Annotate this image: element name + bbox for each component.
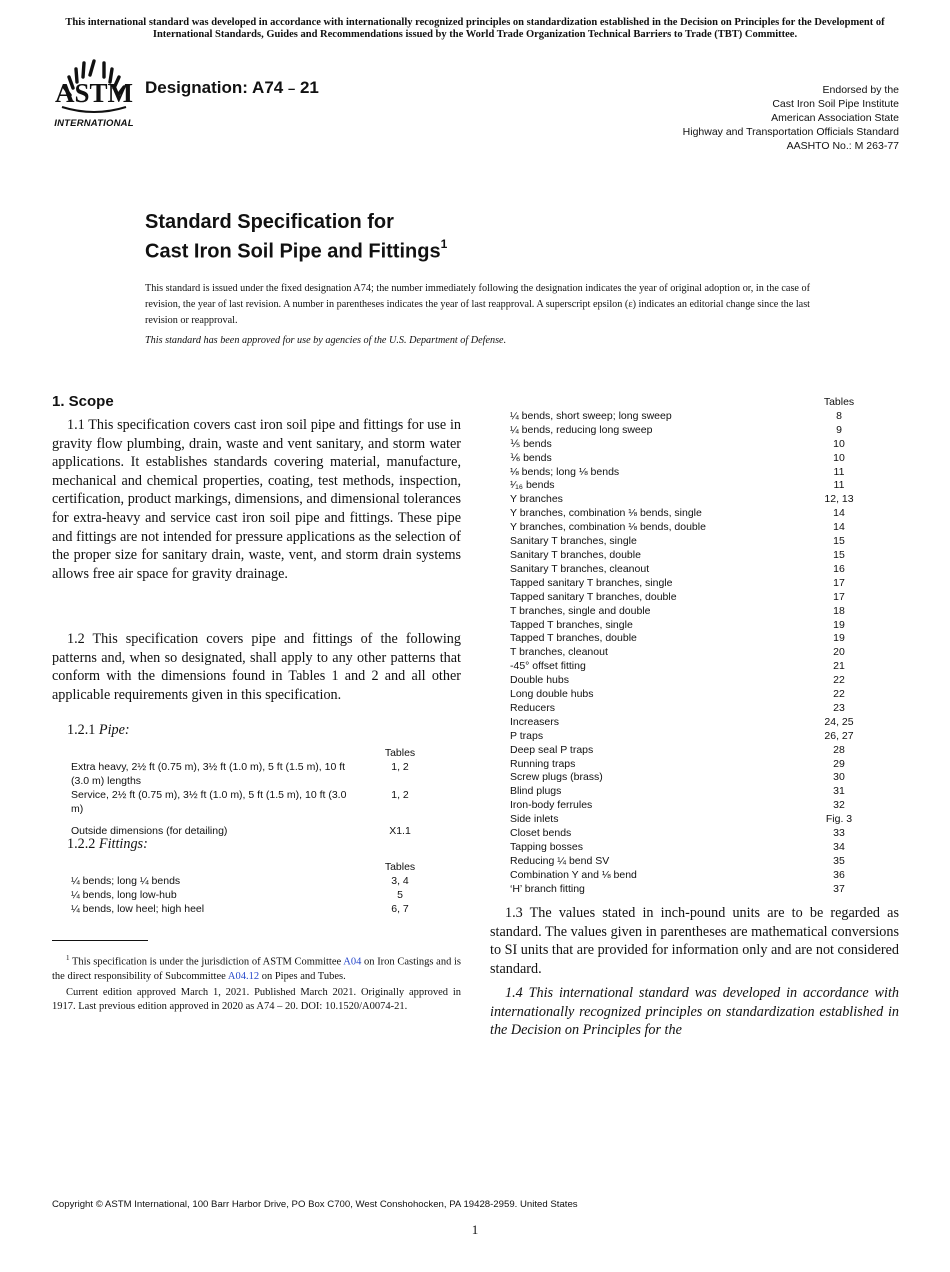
- paragraph-1-3: 1.3 The values stated in inch-pound units are to be regarded as standard. The values given in parentheses are mathematical conversions to SI units that are provided for information only and are not considered standard.: [490, 905, 899, 977]
- footnote-text: on Iron Castings and is the direct responsibility of Subcommittee: [52, 956, 462, 982]
- table-cell-item: Outside dimensions (for detailing): [71, 824, 228, 837]
- table-cell-tables: 10: [833, 451, 845, 464]
- table-cell-tables: 37: [833, 882, 845, 895]
- table-cell-item: Screw plugs (brass): [510, 771, 603, 784]
- fittings-table: [71, 861, 440, 917]
- table-cell-item: ¼ bends; long ¼ bends: [71, 874, 181, 887]
- table-row: [510, 591, 874, 605]
- table-cell-item: Sanitary T branches, cleanout: [510, 562, 650, 575]
- table-row: [510, 841, 874, 855]
- astm-logo-letters: ASTM: [54, 78, 134, 108]
- table-cell-tables: 34: [833, 841, 845, 853]
- table-row: [510, 410, 874, 424]
- table-cell-item: Tapped sanitary T branches, double: [510, 590, 677, 603]
- table-cell-tables: 8: [836, 409, 842, 422]
- table-cell-tables: 32: [833, 799, 845, 812]
- title-line-2-text: Cast Iron Soil Pipe and Fittings: [145, 240, 441, 263]
- table-cell-item: Tapped sanitary T branches, single: [510, 576, 673, 589]
- table-cell-tables: 3, 4: [391, 874, 409, 887]
- endorsement-line: Endorsed by the: [822, 84, 899, 96]
- table-cell-item: Double hubs: [510, 674, 569, 687]
- table-row: [510, 660, 874, 674]
- table-header-row: [510, 396, 874, 410]
- table-cell-tables: 28: [833, 743, 845, 756]
- table-cell-item: Sanitary T branches, single: [510, 535, 637, 548]
- table-cell-item: Reducers: [510, 701, 555, 714]
- table-row: [510, 466, 874, 480]
- tables-column-header: Tables: [384, 861, 416, 873]
- table-cell-tables: 10: [833, 437, 845, 450]
- table-row: [510, 632, 874, 646]
- paragraph-1-4: 1.4 This international standard was developed in accordance with internationally recognized principles on standardization established in the Decision on Principles for the: [490, 985, 899, 1039]
- table-cell-item: Deep seal P traps: [510, 743, 594, 756]
- table-cell-item: Closet bends: [510, 827, 572, 840]
- endorsement-line: Highway and Transportation Officials Standard: [682, 126, 899, 138]
- table-cell-item: ‘H’ branch fitting: [510, 882, 585, 895]
- fittings-table-continued: [510, 396, 874, 897]
- copyright-notice: Copyright © ASTM International, 100 Barr Harbor Drive, PO Box C700, West Conshohocken, PA 19428-2959. United States: [52, 1199, 578, 1210]
- endorsement-block: [683, 83, 899, 153]
- table-row: [510, 744, 874, 758]
- table-cell-tables: 35: [833, 854, 845, 867]
- table-row: [71, 761, 440, 789]
- table-row: [510, 563, 874, 577]
- table-row: [510, 424, 874, 438]
- designation-year: 21: [299, 78, 319, 97]
- table-row: [510, 855, 874, 869]
- table-cell-item: ¼ bends, reducing long sweep: [510, 423, 653, 436]
- table-cell-item: Long double hubs: [510, 688, 594, 701]
- table-cell-item: P traps: [510, 729, 544, 742]
- table-cell-tables: 21: [833, 660, 845, 673]
- footnote-marker: 1: [66, 954, 70, 962]
- table-row: [510, 619, 874, 633]
- table-cell-tables: 30: [833, 771, 845, 784]
- paragraph-number: 1.2.1: [67, 722, 96, 738]
- table-cell-tables: 23: [833, 701, 845, 714]
- table-cell-item: Extra heavy, 2½ ft (0.75 m), 3½ ft (1.0 m), 5 ft (1.5 m), 10 ft (3.0 m) lengths: [71, 760, 346, 787]
- section-heading-scope: 1. Scope: [52, 393, 114, 410]
- table-cell-tables: 22: [833, 688, 845, 701]
- table-cell-tables: 11: [833, 479, 845, 492]
- table-cell-tables: Fig. 3: [825, 813, 853, 826]
- pipe-table: [71, 747, 440, 838]
- endorsement-line: Cast Iron Soil Pipe Institute: [772, 98, 899, 110]
- table-cell-tables: 20: [833, 646, 845, 659]
- table-row: [510, 702, 874, 716]
- table-cell-tables: 19: [833, 618, 845, 631]
- astm-logo-icon: [52, 57, 136, 119]
- table-row: [510, 438, 874, 452]
- table-cell-item: Y branches: [510, 493, 563, 506]
- table-cell-tables: 15: [833, 548, 845, 561]
- table-cell-tables: 29: [833, 757, 845, 770]
- table-cell-item: ¼ bends, short sweep; long sweep: [510, 409, 672, 422]
- table-cell-tables: 12, 13: [824, 493, 854, 506]
- table-cell-item: T branches, single and double: [510, 604, 651, 617]
- table-cell-item: Tapped T branches, double: [510, 632, 637, 645]
- table-cell-tables: 16: [833, 562, 845, 575]
- designation-dash: –: [287, 81, 296, 96]
- title-line-2: [145, 234, 447, 264]
- paragraph-1-2-2: [67, 836, 148, 853]
- table-row: [510, 771, 874, 785]
- table-cell-item: ⅕ bends: [510, 437, 552, 450]
- table-row: [510, 883, 874, 897]
- table-row: [510, 785, 874, 799]
- table-cell-item: Sanitary T branches, double: [510, 548, 641, 561]
- table-cell-item: Tapping bosses: [510, 841, 583, 853]
- table-cell-item: Combination Y and ⅛ bend: [510, 868, 637, 881]
- table-cell-tables: 9: [836, 423, 842, 436]
- table-cell-tables: 5: [397, 888, 403, 901]
- table-cell-tables: 22: [833, 674, 845, 687]
- table-cell-tables: 19: [833, 632, 845, 645]
- table-row: [510, 646, 874, 660]
- paragraph-1-2: 1.2 This specification covers pipe and fittings of the following patterns and, when so designated, shall apply to any other patterns that conform with the dimensions found in Tables 1 and 2 and all other applicable requirements given in this specification.: [52, 631, 461, 703]
- table-row: [510, 479, 874, 493]
- table-cell-item: ¼ bends, long low-hub: [71, 888, 177, 901]
- footnote-1: [52, 951, 461, 984]
- paragraph-1-2-1: [67, 722, 130, 739]
- designation-label: Designation: A74: [145, 78, 284, 97]
- table-row: [71, 903, 440, 917]
- table-cell-item: Increasers: [510, 715, 560, 728]
- dod-approval-note: This standard has been approved for use by agencies of the U.S. Department of Defense.: [145, 335, 507, 346]
- tables-column-header: Tables: [384, 747, 416, 759]
- subcommittee-link[interactable]: A04.12: [227, 970, 260, 982]
- table-cell-tables: 18: [833, 604, 845, 617]
- table-row: [510, 577, 874, 591]
- table-cell-tables: 14: [833, 521, 845, 534]
- table-cell-tables: 11: [833, 465, 845, 478]
- table-cell-tables: 17: [833, 576, 845, 589]
- table-row: [510, 758, 874, 772]
- table-cell-item: -45° offset fitting: [510, 660, 586, 673]
- table-cell-tables: 17: [833, 590, 845, 603]
- tables-column-header: Tables: [823, 396, 855, 408]
- committee-link[interactable]: A04: [343, 956, 362, 968]
- footnotes: [52, 951, 461, 1016]
- endorsement-line: American Association State: [771, 112, 899, 124]
- table-row: [510, 535, 874, 549]
- table-row: [510, 507, 874, 521]
- designation: [145, 78, 319, 98]
- table-cell-tables: 26, 27: [824, 729, 854, 742]
- table-cell-item: ⅛ bends; long ⅛ bends: [510, 465, 620, 478]
- top-notice: This international standard was developed in accordance with internationally recognized principles on standardization established in the Decision on Principles for the Development of International Standards, Guides and Recommendations issued by the World Trade Organization Technical Barriers to Trade (TBT) Committee.: [65, 17, 885, 40]
- paragraph-number: 1.2.2: [67, 836, 96, 852]
- page-number: 1: [471, 1222, 479, 1237]
- table-row: [510, 813, 874, 827]
- table-cell-tables: 33: [833, 827, 845, 840]
- table-row: [510, 688, 874, 702]
- table-row: [510, 605, 874, 619]
- table-cell-item: ⅙ bends: [510, 451, 552, 464]
- table-cell-item: Blind plugs: [510, 785, 562, 798]
- astm-logo: [52, 57, 136, 133]
- table-cell-item: Reducing ¼ bend SV: [510, 854, 610, 867]
- table-row: [510, 716, 874, 730]
- title-footnote-marker: 1: [440, 237, 448, 251]
- astm-logo-wordmark: INTERNATIONAL: [54, 118, 134, 129]
- table-row: [510, 730, 874, 744]
- footnote-2: Current edition approved March 1, 2021. Published March 2021. Originally approved in 1917. Last previous edition approved in 2020 as A74 – 20. DOI: 10.1520/A0074-21.: [52, 986, 461, 1012]
- issuance-note: This standard is issued under the fixed designation A74; the number immediately following the designation indicates the year of original adoption or, in the case of revision, the year of last revision. A number in parentheses indicates the year of last reapproval. A superscript epsilon (ε) indicates an editorial change since the last revision or reapproval.: [145, 283, 810, 326]
- table-cell-item: Running traps: [510, 757, 576, 770]
- paragraph-label: Fittings:: [98, 836, 148, 852]
- table-row: [71, 789, 440, 817]
- table-cell-tables: 15: [833, 535, 845, 548]
- endorsement-line: AASHTO No.: M 263-77: [786, 140, 899, 152]
- table-cell-tables: 6, 7: [391, 902, 409, 915]
- table-cell-item: Iron-body ferrules: [510, 799, 593, 812]
- table-row: [510, 452, 874, 466]
- table-cell-item: Y branches, combination ⅛ bends, single: [510, 507, 702, 520]
- table-row: [510, 521, 874, 535]
- table-row: [510, 674, 874, 688]
- table-header-row: [71, 747, 440, 761]
- table-row: [510, 799, 874, 813]
- table-cell-item: Side inlets: [510, 813, 559, 826]
- paragraph-1-1: 1.1 This specification covers cast iron soil pipe and fittings for use in gravity flow plumbing, drain, waste and vent sanitary, and storm water applications. It establishes standards covering material, manufacture, mechanical and chemical properties, coating, test methods, inspection, certification, product markings, dimensions, and dimensional tolerances for extra-heavy and service cast iron soil pipe and fittings. These pipe and fittings are not intended for pressure applications as the selection of the proper size for sanitary drain, waste, vent, and storm drain systems allows free air space for gravity drainage.: [52, 417, 461, 582]
- table-cell-item: Tapped T branches, single: [510, 618, 633, 631]
- table-cell-tables: 14: [833, 507, 845, 520]
- table-row: [510, 869, 874, 883]
- title-line-1: Standard Specification for: [145, 211, 394, 233]
- table-row: [71, 875, 440, 889]
- table-cell-item: ¹⁄₁₆ bends: [510, 479, 555, 492]
- footnote-text: on Pipes and Tubes.: [259, 970, 346, 982]
- table-cell-tables: X1.1: [389, 824, 411, 837]
- table-cell-tables: 24, 25: [824, 715, 854, 728]
- footnote-text: This specification is under the jurisdiction of ASTM Committee: [69, 956, 344, 968]
- table-cell-tables: 1, 2: [391, 788, 409, 801]
- table-row: [510, 549, 874, 563]
- table-row: [510, 827, 874, 841]
- document-title: [145, 210, 447, 264]
- table-cell-tables: 1, 2: [391, 760, 409, 773]
- table-cell-tables: 36: [833, 868, 845, 881]
- table-cell-item: Y branches, combination ⅛ bends, double: [510, 521, 706, 534]
- table-row: [71, 889, 440, 903]
- paragraph-label: Pipe:: [98, 722, 130, 738]
- table-cell-tables: 31: [833, 785, 845, 798]
- footnote-divider: [52, 940, 148, 941]
- table-cell-item: Service, 2½ ft (0.75 m), 3½ ft (1.0 m), 5 ft (1.5 m), 10 ft (3.0 m): [71, 788, 347, 815]
- table-row: [510, 493, 874, 507]
- table-header-row: [71, 861, 440, 875]
- table-cell-item: T branches, cleanout: [510, 646, 608, 659]
- table-cell-item: ¼ bends, low heel; high heel: [71, 902, 205, 915]
